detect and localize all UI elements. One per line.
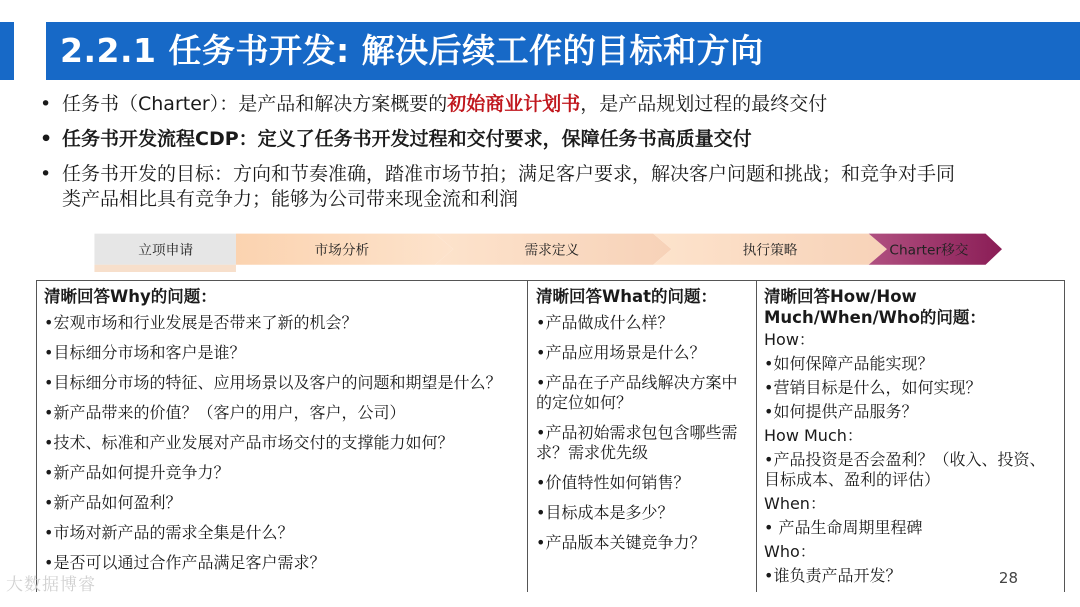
frame-divider-2 bbox=[756, 280, 757, 592]
bullet-dot: • bbox=[40, 93, 52, 115]
bullet-charter-pre: 任务书（Charter）：是产品和解决方案概要的 bbox=[62, 93, 448, 115]
frame-right-border bbox=[1064, 280, 1065, 592]
what-item: •产品应用场景是什么？ bbox=[536, 343, 706, 362]
how-heading: 清晰回答How/How Much/When/Who的问题： bbox=[764, 287, 986, 327]
bullet-dot: • bbox=[40, 128, 53, 150]
frame-left-border bbox=[36, 280, 37, 592]
watermark: 大数据博睿 bbox=[6, 575, 96, 595]
what-column bbox=[536, 280, 746, 563]
why-heading: 清晰回答Why的问题： bbox=[44, 287, 217, 306]
what-heading: 清晰回答What的问题： bbox=[536, 287, 717, 306]
bullet-dot: • bbox=[40, 163, 52, 185]
what-item: •产品初始需求包包含哪些需求？需求优先级 bbox=[536, 423, 738, 462]
why-item: •宏观市场和行业发展是否带来了新的机会？ bbox=[44, 313, 358, 332]
what-item: •产品做成什么样？ bbox=[536, 313, 674, 332]
what-item: •目标成本是多少？ bbox=[536, 503, 674, 522]
page-title: 2.2.1 任务书开发: 解决后续工作的目标和方向 bbox=[46, 22, 1080, 80]
when-item: • 产品生命周期里程碑 bbox=[764, 518, 923, 537]
how-label: How： bbox=[764, 330, 815, 349]
when-label: When： bbox=[764, 494, 826, 513]
flow-step-2: 市场分析 bbox=[314, 242, 370, 259]
frame-divider-1 bbox=[527, 280, 528, 592]
title-left-accent bbox=[0, 22, 14, 80]
what-item: •产品在子产品线解决方案中的定位如何？ bbox=[536, 373, 738, 412]
why-item: •是否可以通过合作产品满足客户需求？ bbox=[44, 553, 326, 572]
why-item: •技术、标准和产业发展对产品市场交付的支撑能力如何？ bbox=[44, 433, 454, 452]
how-item: •营销目标是什么，如何实现？ bbox=[764, 378, 982, 397]
flow-step-1: 立项申请 bbox=[138, 242, 194, 259]
why-item: •新产品带来的价值？（客户的用户，客户，公司） bbox=[44, 403, 406, 422]
process-flow bbox=[0, 230, 1080, 272]
flow-step-5: Charter移交 bbox=[889, 242, 969, 259]
bullet-charter-post: ，是产品规划过程的最终交付 bbox=[580, 93, 828, 115]
flow-step-4: 执行策略 bbox=[742, 242, 798, 259]
why-item: •市场对新产品的需求全集是什么？ bbox=[44, 523, 294, 542]
how-column bbox=[764, 280, 1060, 590]
bullet-cdp-text: 任务书开发流程CDP：定义了任务书开发过程和交付要求，保障任务书高质量交付 bbox=[62, 128, 752, 150]
why-item: •新产品如何提升竞争力？ bbox=[44, 463, 230, 482]
what-item: •价值特性如何销售？ bbox=[536, 473, 690, 492]
how-much-item: •产品投资是否会盈利？（收入、投资、目标成本、盈利的评估） bbox=[764, 450, 1046, 489]
how-much-label: How Much： bbox=[764, 426, 863, 445]
bullet-charter bbox=[40, 92, 1060, 117]
who-item: •谁负责产品开发？ bbox=[764, 566, 902, 585]
bullet-goal-line2: 类产品相比具有竞争力；能够为公司带来现金流和利润 bbox=[62, 188, 519, 210]
why-item: •目标细分市场的特征、应用场景以及客户的问题和期望是什么？ bbox=[44, 373, 502, 392]
intro-bullets bbox=[40, 92, 1060, 222]
bullet-charter-highlight: 初始商业计划书 bbox=[447, 93, 581, 115]
flow-tail-left bbox=[94, 265, 236, 272]
bullet-cdp bbox=[40, 127, 1060, 152]
page-number: 28 bbox=[998, 569, 1018, 587]
who-label: Who： bbox=[764, 542, 816, 561]
what-item: •产品版本关键竞争力？ bbox=[536, 533, 706, 552]
why-column bbox=[44, 280, 524, 583]
how-item: •如何保障产品能实现？ bbox=[764, 354, 934, 373]
bullet-goal-line1: 任务书开发的目标：方向和节奏准确，踏准市场节拍；满足客户要求，解决客户问题和挑战；和竞争对手同 bbox=[62, 163, 956, 185]
how-item: •如何提供产品服务？ bbox=[764, 402, 918, 421]
flow-step-3: 需求定义 bbox=[524, 242, 580, 259]
bullet-goal bbox=[40, 162, 1060, 212]
why-item: •目标细分市场和客户是谁？ bbox=[44, 343, 246, 362]
why-item: •新产品如何盈利？ bbox=[44, 493, 182, 512]
